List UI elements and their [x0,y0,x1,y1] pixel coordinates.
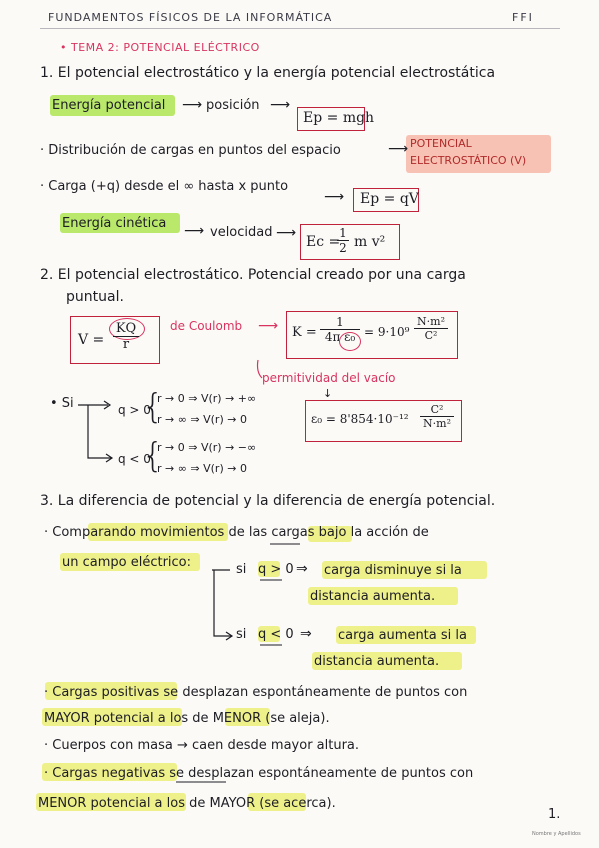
q-positive-case-b: r → ∞ ⇒ V(r) → 0 [157,413,247,426]
header-title: FUNDAMENTOS FÍSICOS DE LA INFORMÁTICA [48,11,333,24]
formula-ec-lhs: Ec = [306,234,341,250]
coulomb-annotation: de Coulomb [170,319,243,333]
header-code: FFI [512,11,534,24]
cuerpos-line: · Cuerpos con masa → caen desde mayor altura. [44,738,360,753]
energia-potencial-label: Energía potencial [52,98,166,113]
distribucion-text: · Distribución de cargas en puntos del espacio [40,143,341,158]
formula-ep-qv: Ep = qV [360,191,419,207]
si-bullet: • Si [50,396,74,411]
fraction-denominator: 2 [339,241,347,255]
carga-text: · Carga (+q) desde el ∞ hasta x punto [40,179,289,194]
q-negative: q < 0 [118,452,151,466]
tema-heading: • TEMA 2: POTENCIAL ELÉCTRICO [60,41,260,54]
fraction-numerator: 1 [336,315,344,329]
case-2-si: si [236,627,247,642]
formula-k-mid: = 9·10⁹ [364,325,410,339]
fraction-denominator: N·m² [423,417,451,430]
q-positive-case-a: r → 0 ⇒ V(r) → +∞ [157,392,257,405]
formula-ec-rhs: m v² [354,234,386,250]
fraction-denominator: C² [424,329,438,342]
case-1-result-b: distancia aumenta. [310,589,436,604]
arrow-icon: ⇒ [296,561,308,577]
case-2-result-b: distancia aumenta. [314,654,440,669]
velocidad-text: velocidad [210,225,273,240]
fraction-numerator: N·m² [417,315,445,328]
case-1-result-a: carga disminuye si la [324,563,462,578]
negativas-line-2: MENOR potencial a los de MAYOR (se acerca). [38,796,336,811]
comparando-line-2: un campo eléctrico: [62,555,192,570]
q-positive: q > 0 [118,403,151,417]
page-number: 1. [548,807,561,822]
positivas-line-2: MAYOR potencial a los de MENOR (se aleja). [44,711,330,726]
case-2-result-a: carga aumenta si la [338,628,467,643]
arrow-icon: ⟶ [258,318,279,334]
potencial-tag-1: POTENCIAL [410,137,472,150]
fraction-numerator: KQ [115,321,137,336]
section-2-title-cont: puntual. [66,289,124,305]
arrow-icon: ⟶ [184,223,205,239]
q-negative-case-b: r → ∞ ⇒ V(r) → 0 [157,462,247,475]
brace-icon: { [142,436,164,476]
section-1-title: 1. El potencial electrostático y la energía potencial electrostática [40,65,496,81]
positivas-line-1: · Cargas positivas se desplazan espontáneamente de puntos con [44,685,468,700]
arrow-icon: ⟶ [324,189,345,205]
case-1-q: q > 0 [258,562,294,577]
formula-ep-mgh: Ep = mgh [303,110,375,126]
case-1-si: si [236,562,247,577]
fraction-numerator: C² [430,403,444,416]
footer-note: Nombre y Apellidos [532,831,581,837]
arrow-down-icon: ↓ [323,387,333,400]
fraction-denominator: 4π ε₀ [324,330,356,344]
negativas-line-1: · Cargas negativas se desplazan espontáneamente de puntos con [44,766,474,781]
arrow-icon: ⇒ [300,626,312,642]
comparando-line-1: · Comparando movimientos de las cargas bajo la acción de [44,525,429,540]
case-2-q: q < 0 [258,627,294,642]
formula-v-lhs: V = [78,332,105,348]
section-2-title: 2. El potencial electrostático. Potencial creado por una carga [40,267,466,283]
arrow-icon: ⟶ [270,97,291,113]
formula-k-lhs: K = [292,325,317,340]
brace-icon: { [142,387,164,427]
permitividad-annotation: permitividad del vacío [262,371,396,385]
posicion-text: posición [206,98,260,113]
arrow-icon: ⟶ [276,225,297,241]
fraction-numerator: 1 [339,226,347,240]
formula-e0-lhs: ε₀ = 8'854·10⁻¹² [311,412,409,426]
energia-cinetica-label: Energía cinética [62,216,167,231]
q-negative-case-a: r → 0 ⇒ V(r) → −∞ [157,441,257,454]
arrow-icon: ⟶ [388,141,409,157]
fraction-denominator: r [122,337,130,352]
arrow-icon: ⟶ [182,97,203,113]
section-3-title: 3. La diferencia de potencial y la diferencia de energía potencial. [40,493,496,509]
potencial-tag-2: ELECTROSTÁTICO (V) [410,154,527,167]
